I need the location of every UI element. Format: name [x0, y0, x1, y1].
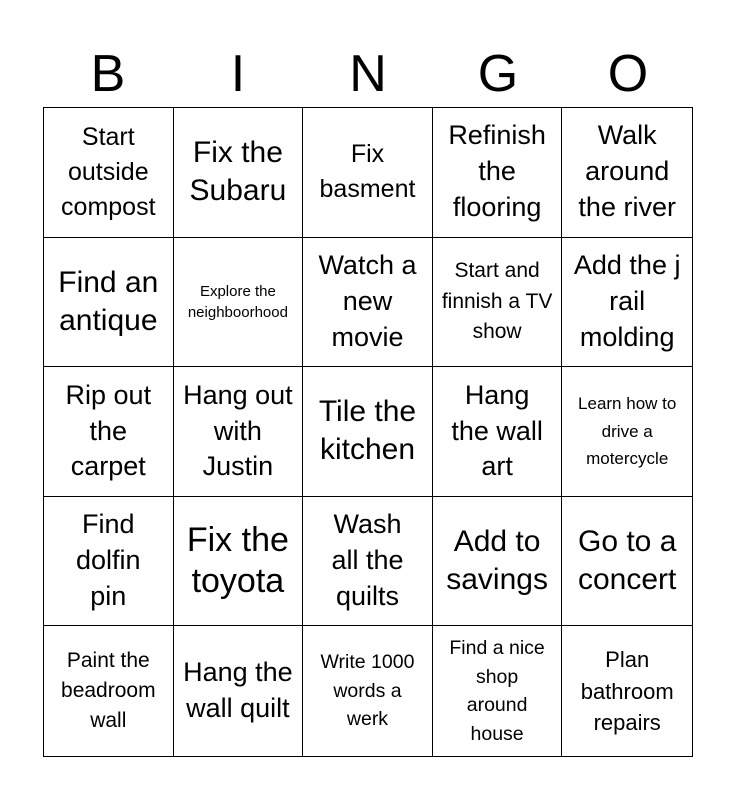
bingo-cell-g2[interactable]	[433, 238, 563, 368]
header-letter-n: N	[349, 45, 387, 103]
cell-text: Plan bathroom repairs	[580, 647, 674, 735]
bingo-cell-n4[interactable]	[303, 497, 433, 627]
cell-text: Refinish the flooring	[448, 120, 546, 223]
cell-text: Write 1000 words a werk	[320, 651, 415, 731]
cell-text: Hang the wall quilt	[183, 657, 293, 724]
bingo-cell-o1[interactable]	[562, 108, 692, 238]
cell-text: Hang out with Justin	[183, 379, 293, 482]
bingo-cell-i3[interactable]	[174, 367, 304, 497]
bingo-cell-i4[interactable]	[174, 497, 304, 627]
cell-text: Learn how to drive a motercycle	[578, 394, 677, 469]
bingo-cell-o3[interactable]	[562, 367, 692, 497]
bingo-cell-b2[interactable]	[44, 238, 174, 368]
header-letter-i: I	[230, 45, 246, 103]
cell-text: Fix the Subaru	[189, 136, 287, 208]
cell-text: Hang the wall art	[451, 379, 543, 482]
bingo-cell-n3[interactable]	[303, 367, 433, 497]
cell-text: Go to a concert	[577, 525, 677, 597]
bingo-cell-i1[interactable]	[174, 108, 304, 238]
cell-text: Fix basment	[319, 140, 416, 204]
bingo-cell-n1[interactable]	[303, 108, 433, 238]
cell-text: Wash all the quilts	[331, 509, 404, 612]
cell-text: Find a nice shop around house	[449, 637, 545, 745]
bingo-cell-o4[interactable]	[562, 497, 692, 627]
bingo-cell-g4[interactable]	[433, 497, 563, 627]
bingo-board	[43, 107, 693, 757]
cell-text: Explore the neighboorhood	[187, 282, 288, 321]
cell-text: Start and finnish a TV show	[441, 259, 553, 344]
cell-text: Rip out the carpet	[65, 379, 152, 482]
header-letter-b: B	[90, 45, 126, 103]
bingo-cell-b1[interactable]	[44, 108, 174, 238]
cell-text: Walk around the river	[578, 120, 676, 223]
cell-text: Add to savings	[446, 525, 548, 597]
bingo-cell-i2[interactable]	[174, 238, 304, 368]
bingo-cell-b5[interactable]	[44, 626, 174, 756]
bingo-cell-b3[interactable]	[44, 367, 174, 497]
cell-text: Find an antique	[58, 265, 159, 337]
cell-text: Add the j rail molding	[573, 250, 681, 352]
cell-text: Paint the beadroom wall	[61, 649, 156, 733]
cell-text: Start outside compost	[61, 122, 156, 221]
bingo-cell-n5[interactable]	[303, 626, 433, 756]
cell-text: Fix the toyota	[186, 520, 289, 601]
cell-text: Find dolfin pin	[76, 509, 141, 612]
cell-text: Tile the kitchen	[318, 395, 417, 467]
bingo-cell-i5[interactable]	[174, 626, 304, 756]
bingo-cell-o2[interactable]	[562, 238, 692, 368]
bingo-header	[43, 40, 693, 108]
bingo-cell-n2[interactable]	[303, 238, 433, 368]
header-letter-g: G	[477, 45, 519, 103]
cell-text: Watch a new movie	[318, 250, 417, 352]
bingo-cell-g1[interactable]	[433, 108, 563, 238]
bingo-cell-b4[interactable]	[44, 497, 174, 627]
header-letter-o: O	[607, 45, 649, 103]
bingo-cell-g5[interactable]	[433, 626, 563, 756]
bingo-cell-o5[interactable]	[562, 626, 692, 756]
bingo-cell-g3[interactable]	[433, 367, 563, 497]
